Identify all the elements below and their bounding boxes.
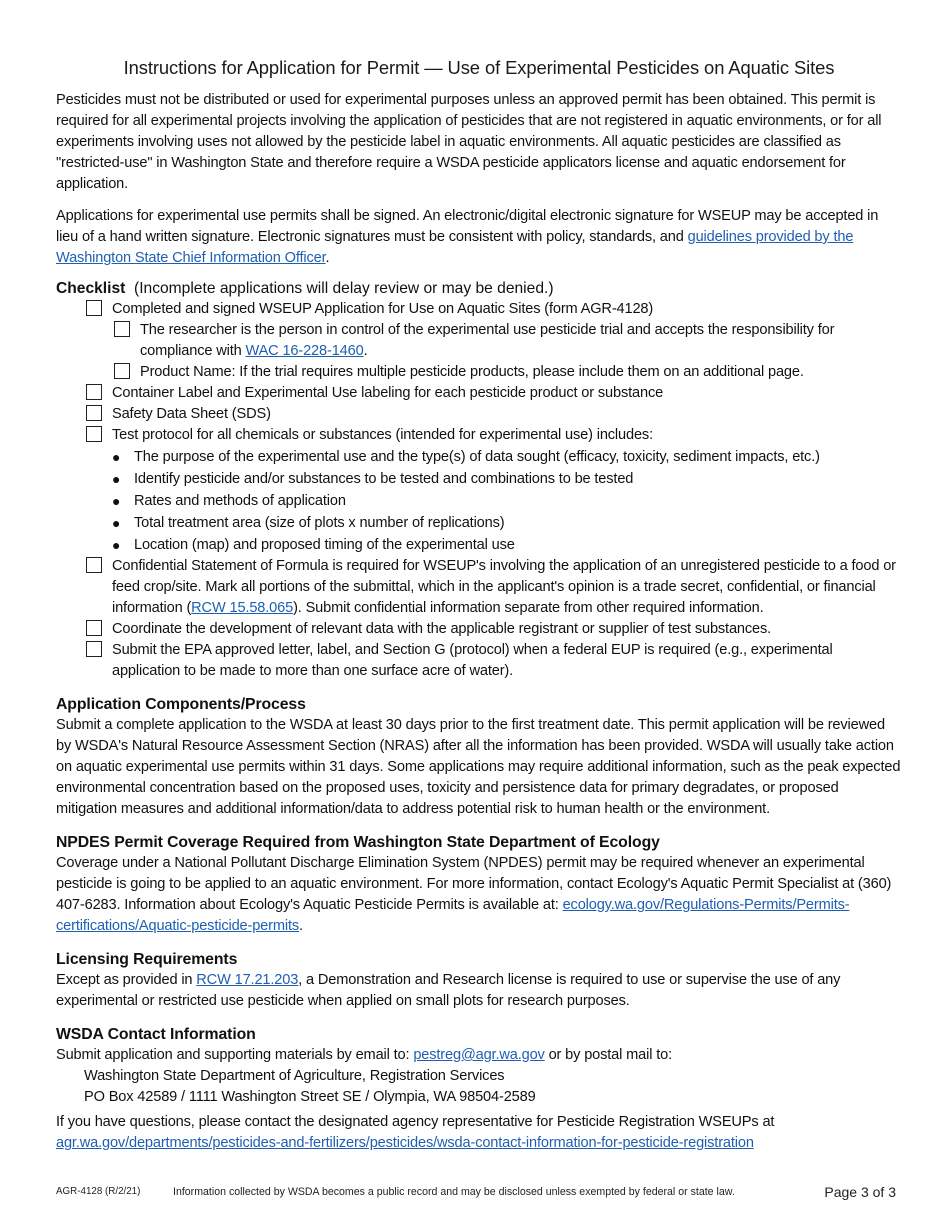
cio-guidelines-link[interactable]: guidelines provided by the Washington State Chief Information Officer	[56, 229, 854, 266]
licensing-body-end: , a Demonstration and Research license is required to use or supervise the use of any experimental or restricted use pesticide when applied on small plots for research purposes.	[56, 972, 841, 1009]
checkbox[interactable]	[86, 557, 102, 573]
checklist-item-label-end: ). Submit confidential information separate from other required information.	[293, 600, 764, 616]
checklist-item-label: Completed and signed WSEUP Application for Use on Aquatic Sites (form AGR-4128)	[112, 301, 654, 317]
wac-link[interactable]: WAC 16-228-1460	[245, 343, 364, 359]
email-link[interactable]: pestreg@agr.wa.gov	[413, 1047, 545, 1063]
intro-paragraph-2	[56, 206, 902, 269]
contact-submit-end: or by postal mail to:	[544, 1047, 672, 1063]
public-record-notice: Information collected by WSDA becomes a public record and may be disclosed unless exempted by federal or state law.	[173, 1186, 735, 1198]
contact-heading: WSDA Contact Information	[56, 1026, 256, 1043]
checklist-item-epa	[56, 640, 902, 682]
rcw-17-21-203-link[interactable]: RCW 17.21.203	[196, 972, 299, 988]
checklist-subtitle: (Incomplete applications will delay review or may be denied.)	[134, 280, 554, 297]
npdes-body-end: .	[299, 918, 303, 934]
checklist-subitem-researcher	[56, 320, 902, 362]
checklist-heading	[56, 279, 902, 299]
page-number: Page 3 of 3	[824, 1184, 896, 1200]
checkbox[interactable]	[114, 321, 130, 337]
intro-paragraph-1: Pesticides must not be distributed or used for experimental purposes unless an approved permit has been obtained. This permit is required for all experimental projects involving the application of pesticides that are not registered in aquatic environments, or for all experiments involving uses not allowed by the pesticide label in aquatic environments. All aquatic pesticides are classified as "restricted-use" in Washington State and therefore require a WSDA pesticide applicators license and aquatic endorsement for application.	[56, 92, 882, 192]
checkbox[interactable]	[86, 426, 102, 442]
form-number: AGR-4128 (R/2/21)	[56, 1186, 141, 1197]
bullet-icon: ●	[112, 449, 121, 465]
document-page	[56, 56, 902, 1154]
checkbox[interactable]	[86, 641, 102, 657]
checklist-item-label: Confidential Statement of Formula is required for WSEUP's involving the application of an unregistered pesticide to a food or feed crop/site. Mark all portions of the submittal, which in the applicant's opinion is a trade secret, confidential, or financial information (	[112, 558, 896, 616]
checkbox[interactable]	[86, 300, 102, 316]
contact-questions: If you have questions, please contact the designated agency representative for Pesticide Registration WSEUPs at	[56, 1114, 775, 1130]
checklist-subitem-product	[56, 362, 902, 383]
bullet-icon: ●	[112, 493, 121, 509]
components-heading: Application Components/Process	[56, 696, 306, 713]
checklist-item-label-end: .	[363, 343, 368, 359]
intro-paragraph-2-text: Applications for experimental use permits shall be signed. An electronic/digital electronic signature for WSEUP may be accepted in lieu of a hand written signature. Electronic signatures must be consistent with policy, standards, and	[56, 208, 879, 245]
list-item	[56, 446, 902, 468]
checkbox[interactable]	[114, 363, 130, 379]
list-item	[56, 534, 902, 556]
licensing-body-start: Except as provided in	[56, 972, 197, 988]
bullet-text: Location (map) and proposed timing of the experimental use	[134, 537, 515, 553]
bullet-text: The purpose of the experimental use and the type(s) of data sought (efficacy, toxicity, sediment impacts, etc.)	[134, 449, 820, 465]
checklist-item-label: Product Name: If the trial requires multiple pesticide products, please include them on an additional page.	[140, 364, 804, 380]
licensing-heading: Licensing Requirements	[56, 951, 238, 968]
checklist-item-label: Safety Data Sheet (SDS)	[112, 406, 271, 422]
contact-questions-link-line	[56, 1133, 902, 1154]
checklist-item-confidential	[56, 556, 902, 619]
bullet-text: Total treatment area (size of plots x number of replications)	[134, 515, 505, 531]
contact-submit-text: Submit application and supporting materials by email to:	[56, 1047, 414, 1063]
wsda-contact-link[interactable]: agr.wa.gov/departments/pesticides-and-fertilizers/pesticides/wsda-contact-information-for-pesticide-registration	[56, 1135, 754, 1151]
contact-submit-line	[56, 1045, 902, 1066]
page-footer	[56, 1184, 896, 1202]
checklist-item-form	[56, 299, 902, 320]
intro-paragraph-2-end: .	[325, 250, 330, 266]
bullet-text: Rates and methods of application	[134, 493, 346, 509]
list-item	[56, 468, 902, 490]
npdes-body	[56, 853, 902, 937]
checklist-title: Checklist	[56, 280, 126, 297]
bullet-text: Identify pesticide and/or substances to be tested and combinations to be tested	[134, 471, 634, 487]
npdes-body-text: Coverage under a National Pollutant Discharge Elimination System (NPDES) permit may be required whenever an experimental pesticide is going to be applied to an aquatic environment. For more information, contact Ecology's Aquatic Permit Specialist at (360) 407-6283. Information about Ecology's Aquatic Pesticide Permits is available at:	[56, 855, 892, 913]
checklist-item-sds	[56, 404, 902, 425]
ecology-permits-link[interactable]: ecology.wa.gov/Regulations-Permits/Permits-certifications/Aquatic-pesticide-permits	[56, 897, 850, 934]
page-title: Instructions for Application for Permit — Use of Experimental Pesticides on Aquatic Sites	[123, 57, 835, 78]
list-item	[56, 490, 902, 512]
checkbox[interactable]	[86, 620, 102, 636]
rcw-15-58-065-link[interactable]: RCW 15.58.065	[191, 600, 294, 616]
checklist-item-label: Test protocol for all chemicals or substances (intended for experimental use) includes:	[112, 427, 653, 443]
checklist-item-label: Submit the EPA approved letter, label, and Section G (protocol) when a federal EUP is required (e.g., experimental application to be made to more than one surface acre of water).	[112, 642, 833, 679]
checklist-item-label: Container Label and Experimental Use labeling for each pesticide product or substance	[112, 385, 664, 401]
checklist-item-label: Coordinate the development of relevant data with the applicable registrant or supplier of test substances.	[112, 621, 772, 637]
address-line-2: PO Box 42589 / 1111 Washington Street SE / Olympia, WA 98504-2589	[84, 1089, 536, 1105]
checkbox[interactable]	[86, 384, 102, 400]
checklist-item-label-docs	[56, 383, 902, 404]
bullet-icon: ●	[112, 537, 121, 553]
list-item	[56, 512, 902, 534]
npdes-heading: NPDES Permit Coverage Required from Washington State Department of Ecology	[56, 834, 660, 851]
checklist-item-protocol	[56, 425, 902, 446]
licensing-body	[56, 970, 902, 1012]
checklist-item-label: The researcher is the person in control of the experimental use pesticide trial and accepts the responsibility for compliance with	[140, 322, 835, 359]
bullet-icon: ●	[112, 471, 121, 487]
components-body: Submit a complete application to the WSDA at least 30 days prior to the first treatment date. This permit application will be reviewed by WSDA's Natural Resource Assessment Section (NRAS) after all the information has been provided. WSDA will usually take action on aquatic experimental use permits within 31 days. Some applications may require additional information, such as the peak expected environmental concentration based on the proposed uses, toxicity and persistence data for primary degradates, or proposed mitigation measures and additional information/data to address potential risk to human health or the environment.	[56, 717, 901, 817]
checklist-item-coordinate	[56, 619, 902, 640]
address-line-1: Washington State Department of Agriculture, Registration Services	[84, 1068, 505, 1084]
bullet-icon: ●	[112, 515, 121, 531]
checkbox[interactable]	[86, 405, 102, 421]
